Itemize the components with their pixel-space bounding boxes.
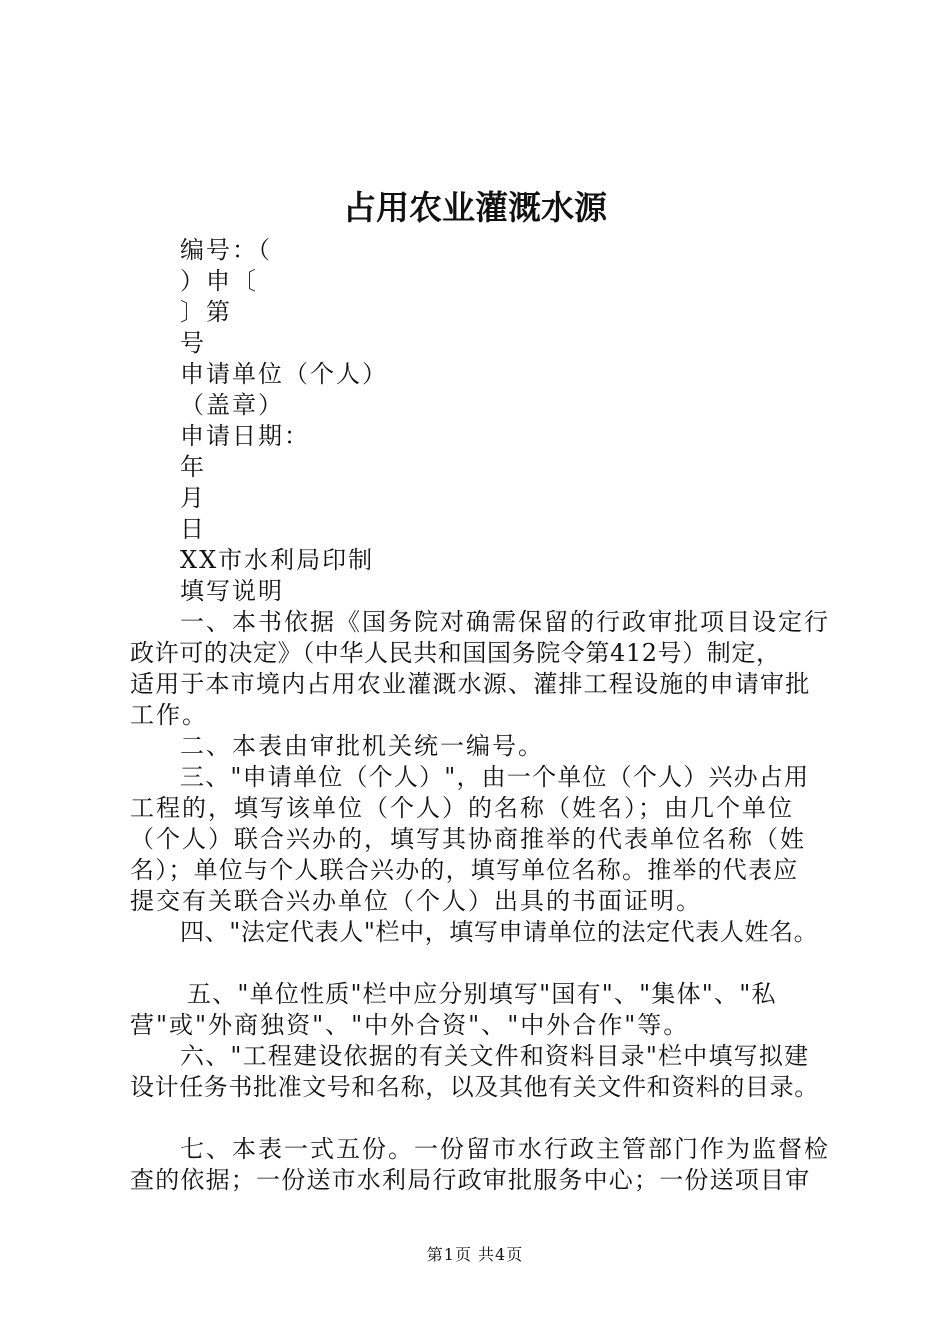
paragraph-line: 提交有关联合兴办单位（个人）出具的书面证明。 <box>130 887 702 915</box>
cover-line-day: 日 <box>180 515 206 543</box>
paragraph-line: 营"或"外商独资"、"中外合资"、"中外合作"等。 <box>130 1011 690 1039</box>
paragraph-line: 政许可的决定》（中华人民共和国国务院令第412号）制定， <box>130 639 781 667</box>
paragraph-line: 三、"申请单位（个人）"，由一个单位（个人）兴办占用 <box>180 763 810 791</box>
paragraph-line: 工作。 <box>130 701 208 729</box>
cover-line-month: 月 <box>180 484 206 512</box>
cover-line-date-label: 申请日期： <box>180 422 310 450</box>
paragraph-line: 名）；单位与个人联合兴办的，填写单位名称。推举的代表应 <box>130 856 799 884</box>
paragraph-6 <box>130 1041 842 1134</box>
paragraph-line: 七、本表一式五份。一份留市水行政主管部门作为监督检 <box>180 1135 830 1163</box>
paragraph-line: 工程的，填写该单位（个人）的名称（姓名）；由几个单位 <box>130 794 794 822</box>
paragraph-5 <box>130 979 842 1041</box>
paragraph-line: 五、"单位性质"栏中应分别填写"国有"、"集体"、"私 <box>187 980 777 1008</box>
cover-line-ordinal: 〕第 <box>180 298 232 326</box>
document-body <box>130 235 842 1196</box>
paragraph-line: 设计任务书批准文号和名称，以及其他有关文件和资料的目录。 <box>130 1073 819 1101</box>
page-footer: 第1页 共4页 <box>426 1245 524 1264</box>
cover-line-seal: （盖章） <box>180 391 284 419</box>
cover-line-hao: 号 <box>180 329 206 357</box>
blank-line <box>130 1103 842 1134</box>
paragraph-line: （个人）联合兴办的，填写其协商推举的代表单位名称（姓 <box>130 825 806 853</box>
cover-line-year: 年 <box>180 453 206 481</box>
instructions-heading: 填写说明 <box>180 577 284 605</box>
document-title: 占用农业灌溉水源 <box>343 188 607 227</box>
paragraph-line: 查的依据；一份送市水利局行政审批服务中心；一份送项目审 <box>130 1166 811 1194</box>
cover-line-apply: ）申〔 <box>180 267 258 295</box>
cover-line-applicant: 申请单位（个人） <box>180 360 388 388</box>
blank-line <box>130 948 842 979</box>
paragraph-2 <box>130 731 842 762</box>
paragraph-line: 六、"工程建设依据的有关文件和资料目录"栏中填写拟建 <box>180 1042 810 1070</box>
cover-line-number-label: 编号：（ <box>180 236 272 264</box>
cover-line-printer: XX市水利局印制 <box>180 546 375 574</box>
paragraph-line: 适用于本市境内占用农业灌溉水源、灌排工程设施的申请审批 <box>130 670 811 698</box>
paragraph-7 <box>130 1134 842 1196</box>
paragraph-line: 二、本表由审批机关统一编号。 <box>180 732 544 760</box>
paragraph-3 <box>130 762 842 917</box>
paragraph-line: 一、本书依据《国务院对确需保留的行政审批项目设定行 <box>180 608 830 636</box>
paragraph-4 <box>130 917 842 979</box>
paragraph-1 <box>130 607 842 731</box>
paragraph-line: 四、"法定代表人"栏中，填写申请单位的法定代表人姓名。 <box>180 918 819 946</box>
